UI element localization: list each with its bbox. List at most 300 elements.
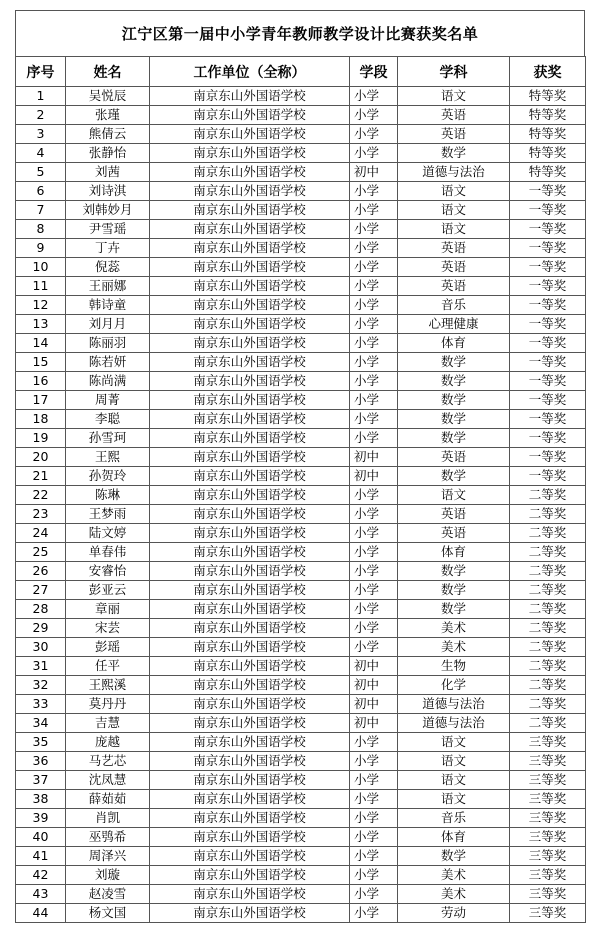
table-row (16, 106, 586, 125)
cell-work-unit: 南京东山外国语学校 (150, 467, 350, 486)
cell-school-stage: 小学 (350, 505, 398, 524)
cell-name: 巫鸮希 (66, 828, 150, 847)
cell-work-unit: 南京东山外国语学校 (150, 353, 350, 372)
table-row (16, 429, 586, 448)
table-row (16, 866, 586, 885)
cell-work-unit: 南京东山外国语学校 (150, 904, 350, 923)
cell-school-stage: 初中 (350, 695, 398, 714)
cell-work-unit: 南京东山外国语学校 (150, 258, 350, 277)
cell-serial-number: 8 (16, 220, 66, 239)
cell-award: 三等奖 (510, 809, 586, 828)
cell-name: 王熙 (66, 448, 150, 467)
cell-subject: 道德与法治 (398, 163, 510, 182)
cell-school-stage: 小学 (350, 296, 398, 315)
table-row (16, 505, 586, 524)
table-header (16, 57, 586, 87)
table-row (16, 182, 586, 201)
cell-name: 丁卉 (66, 239, 150, 258)
cell-award: 二等奖 (510, 543, 586, 562)
cell-school-stage: 初中 (350, 714, 398, 733)
cell-school-stage: 小学 (350, 106, 398, 125)
cell-work-unit: 南京东山外国语学校 (150, 543, 350, 562)
cell-award: 一等奖 (510, 239, 586, 258)
cell-name: 彭亚云 (66, 581, 150, 600)
cell-name: 陆文婷 (66, 524, 150, 543)
cell-subject: 语文 (398, 201, 510, 220)
cell-name: 庞越 (66, 733, 150, 752)
cell-work-unit: 南京东山外国语学校 (150, 885, 350, 904)
cell-name: 倪蕊 (66, 258, 150, 277)
cell-serial-number: 18 (16, 410, 66, 429)
table-row (16, 619, 586, 638)
cell-name: 刘诗淇 (66, 182, 150, 201)
table-row (16, 581, 586, 600)
table-row (16, 543, 586, 562)
cell-subject: 劳动 (398, 904, 510, 923)
cell-school-stage: 小学 (350, 334, 398, 353)
cell-school-stage: 小学 (350, 543, 398, 562)
cell-award: 三等奖 (510, 904, 586, 923)
table-row (16, 410, 586, 429)
cell-work-unit: 南京东山外国语学校 (150, 486, 350, 505)
header-serial-number: 序号 (16, 57, 66, 87)
cell-subject: 语文 (398, 486, 510, 505)
cell-name: 莫丹丹 (66, 695, 150, 714)
cell-subject: 美术 (398, 638, 510, 657)
cell-work-unit: 南京东山外国语学校 (150, 733, 350, 752)
cell-school-stage: 小学 (350, 581, 398, 600)
cell-award: 二等奖 (510, 562, 586, 581)
cell-serial-number: 1 (16, 87, 66, 106)
table-row (16, 353, 586, 372)
table-body (16, 87, 586, 923)
cell-work-unit: 南京东山外国语学校 (150, 866, 350, 885)
cell-school-stage: 小学 (350, 866, 398, 885)
cell-serial-number: 29 (16, 619, 66, 638)
cell-subject: 语文 (398, 771, 510, 790)
cell-name: 马艺芯 (66, 752, 150, 771)
cell-school-stage: 小学 (350, 315, 398, 334)
table-row (16, 524, 586, 543)
cell-school-stage: 小学 (350, 125, 398, 144)
cell-serial-number: 32 (16, 676, 66, 695)
cell-name: 刘月月 (66, 315, 150, 334)
cell-award: 一等奖 (510, 220, 586, 239)
cell-award: 一等奖 (510, 372, 586, 391)
cell-school-stage: 小学 (350, 372, 398, 391)
cell-serial-number: 19 (16, 429, 66, 448)
cell-serial-number: 39 (16, 809, 66, 828)
cell-award: 三等奖 (510, 866, 586, 885)
cell-school-stage: 小学 (350, 182, 398, 201)
cell-serial-number: 23 (16, 505, 66, 524)
cell-serial-number: 25 (16, 543, 66, 562)
cell-name: 彭瑶 (66, 638, 150, 657)
table-row (16, 638, 586, 657)
table-row (16, 315, 586, 334)
cell-serial-number: 34 (16, 714, 66, 733)
cell-name: 刘璇 (66, 866, 150, 885)
cell-name: 杨文国 (66, 904, 150, 923)
cell-award: 二等奖 (510, 486, 586, 505)
cell-subject: 生物 (398, 657, 510, 676)
cell-name: 陈琳 (66, 486, 150, 505)
cell-name: 尹雪瑶 (66, 220, 150, 239)
cell-name: 吴悦辰 (66, 87, 150, 106)
cell-school-stage: 小学 (350, 562, 398, 581)
cell-subject: 体育 (398, 828, 510, 847)
cell-name: 李聪 (66, 410, 150, 429)
cell-name: 薛茹茹 (66, 790, 150, 809)
cell-work-unit: 南京东山外国语学校 (150, 163, 350, 182)
cell-award: 特等奖 (510, 144, 586, 163)
cell-school-stage: 小学 (350, 733, 398, 752)
cell-subject: 心理健康 (398, 315, 510, 334)
cell-subject: 数学 (398, 581, 510, 600)
cell-school-stage: 小学 (350, 600, 398, 619)
cell-school-stage: 小学 (350, 220, 398, 239)
cell-award: 一等奖 (510, 410, 586, 429)
table-row (16, 904, 586, 923)
table-row (16, 144, 586, 163)
cell-serial-number: 30 (16, 638, 66, 657)
cell-school-stage: 小学 (350, 619, 398, 638)
cell-serial-number: 5 (16, 163, 66, 182)
cell-subject: 音乐 (398, 809, 510, 828)
cell-serial-number: 35 (16, 733, 66, 752)
header-row (16, 57, 586, 87)
header-school-stage: 学段 (350, 57, 398, 87)
cell-award: 二等奖 (510, 581, 586, 600)
cell-school-stage: 小学 (350, 144, 398, 163)
cell-award: 三等奖 (510, 752, 586, 771)
cell-serial-number: 4 (16, 144, 66, 163)
table-row (16, 657, 586, 676)
cell-subject: 数学 (398, 410, 510, 429)
cell-subject: 数学 (398, 847, 510, 866)
cell-school-stage: 小学 (350, 258, 398, 277)
cell-name: 单春伟 (66, 543, 150, 562)
cell-work-unit: 南京东山外国语学校 (150, 144, 350, 163)
cell-serial-number: 10 (16, 258, 66, 277)
table-row (16, 87, 586, 106)
cell-work-unit: 南京东山外国语学校 (150, 372, 350, 391)
table-row (16, 676, 586, 695)
cell-subject: 语文 (398, 182, 510, 201)
cell-serial-number: 16 (16, 372, 66, 391)
table-row (16, 296, 586, 315)
cell-subject: 语文 (398, 87, 510, 106)
cell-name: 韩诗童 (66, 296, 150, 315)
cell-award: 二等奖 (510, 695, 586, 714)
cell-work-unit: 南京东山外国语学校 (150, 315, 350, 334)
cell-work-unit: 南京东山外国语学校 (150, 752, 350, 771)
cell-subject: 英语 (398, 239, 510, 258)
cell-school-stage: 小学 (350, 771, 398, 790)
cell-school-stage: 小学 (350, 87, 398, 106)
cell-name: 章丽 (66, 600, 150, 619)
cell-work-unit: 南京东山外国语学校 (150, 581, 350, 600)
cell-school-stage: 初中 (350, 448, 398, 467)
cell-serial-number: 7 (16, 201, 66, 220)
cell-subject: 英语 (398, 258, 510, 277)
table-row (16, 277, 586, 296)
cell-award: 一等奖 (510, 334, 586, 353)
cell-serial-number: 11 (16, 277, 66, 296)
cell-serial-number: 43 (16, 885, 66, 904)
cell-work-unit: 南京东山外国语学校 (150, 657, 350, 676)
cell-school-stage: 小学 (350, 752, 398, 771)
table-row (16, 714, 586, 733)
cell-serial-number: 2 (16, 106, 66, 125)
table-row (16, 752, 586, 771)
table-row (16, 467, 586, 486)
cell-serial-number: 41 (16, 847, 66, 866)
cell-serial-number: 9 (16, 239, 66, 258)
document-title: 江宁区第一届中小学青年教师教学设计比赛获奖名单 (15, 10, 585, 56)
cell-name: 任平 (66, 657, 150, 676)
table-row (16, 201, 586, 220)
cell-subject: 美术 (398, 619, 510, 638)
cell-work-unit: 南京东山外国语学校 (150, 239, 350, 258)
cell-subject: 语文 (398, 733, 510, 752)
cell-subject: 数学 (398, 562, 510, 581)
cell-subject: 语文 (398, 220, 510, 239)
cell-serial-number: 20 (16, 448, 66, 467)
cell-award: 二等奖 (510, 600, 586, 619)
cell-school-stage: 小学 (350, 486, 398, 505)
cell-serial-number: 36 (16, 752, 66, 771)
cell-work-unit: 南京东山外国语学校 (150, 182, 350, 201)
cell-subject: 英语 (398, 125, 510, 144)
cell-subject: 数学 (398, 467, 510, 486)
cell-award: 一等奖 (510, 258, 586, 277)
cell-school-stage: 小学 (350, 410, 398, 429)
cell-name: 王丽娜 (66, 277, 150, 296)
table-row (16, 125, 586, 144)
cell-serial-number: 3 (16, 125, 66, 144)
cell-award: 二等奖 (510, 676, 586, 695)
cell-work-unit: 南京东山外国语学校 (150, 448, 350, 467)
cell-award: 二等奖 (510, 619, 586, 638)
cell-award: 二等奖 (510, 638, 586, 657)
cell-work-unit: 南京东山外国语学校 (150, 524, 350, 543)
table-row (16, 885, 586, 904)
cell-work-unit: 南京东山外国语学校 (150, 638, 350, 657)
cell-name: 孙贺玲 (66, 467, 150, 486)
table-row (16, 486, 586, 505)
cell-award: 一等奖 (510, 201, 586, 220)
cell-work-unit: 南京东山外国语学校 (150, 695, 350, 714)
cell-award: 一等奖 (510, 429, 586, 448)
cell-school-stage: 小学 (350, 353, 398, 372)
cell-subject: 道德与法治 (398, 695, 510, 714)
table-row (16, 391, 586, 410)
table-row (16, 448, 586, 467)
cell-school-stage: 小学 (350, 828, 398, 847)
cell-subject: 音乐 (398, 296, 510, 315)
cell-name: 刘茜 (66, 163, 150, 182)
cell-school-stage: 小学 (350, 847, 398, 866)
cell-work-unit: 南京东山外国语学校 (150, 220, 350, 239)
cell-school-stage: 小学 (350, 790, 398, 809)
cell-subject: 数学 (398, 144, 510, 163)
cell-name: 陈若妍 (66, 353, 150, 372)
cell-award: 特等奖 (510, 125, 586, 144)
cell-school-stage: 小学 (350, 885, 398, 904)
cell-school-stage: 小学 (350, 904, 398, 923)
cell-school-stage: 小学 (350, 201, 398, 220)
cell-name: 沈凤慧 (66, 771, 150, 790)
cell-serial-number: 27 (16, 581, 66, 600)
cell-work-unit: 南京东山外国语学校 (150, 201, 350, 220)
table-row (16, 220, 586, 239)
cell-name: 王梦雨 (66, 505, 150, 524)
cell-work-unit: 南京东山外国语学校 (150, 619, 350, 638)
table-row (16, 790, 586, 809)
cell-school-stage: 初中 (350, 676, 398, 695)
table-row (16, 771, 586, 790)
cell-serial-number: 31 (16, 657, 66, 676)
cell-work-unit: 南京东山外国语学校 (150, 106, 350, 125)
cell-serial-number: 12 (16, 296, 66, 315)
cell-serial-number: 28 (16, 600, 66, 619)
cell-award: 三等奖 (510, 733, 586, 752)
cell-subject: 化学 (398, 676, 510, 695)
cell-serial-number: 44 (16, 904, 66, 923)
cell-subject: 数学 (398, 353, 510, 372)
cell-work-unit: 南京东山外国语学校 (150, 296, 350, 315)
cell-work-unit: 南京东山外国语学校 (150, 277, 350, 296)
cell-subject: 英语 (398, 277, 510, 296)
table-row (16, 695, 586, 714)
cell-school-stage: 小学 (350, 391, 398, 410)
cell-subject: 英语 (398, 448, 510, 467)
table-row (16, 809, 586, 828)
cell-work-unit: 南京东山外国语学校 (150, 505, 350, 524)
cell-work-unit: 南京东山外国语学校 (150, 676, 350, 695)
cell-school-stage: 初中 (350, 657, 398, 676)
cell-work-unit: 南京东山外国语学校 (150, 125, 350, 144)
cell-work-unit: 南京东山外国语学校 (150, 410, 350, 429)
cell-award: 特等奖 (510, 163, 586, 182)
cell-subject: 英语 (398, 505, 510, 524)
cell-serial-number: 26 (16, 562, 66, 581)
cell-work-unit: 南京东山外国语学校 (150, 714, 350, 733)
cell-work-unit: 南京东山外国语学校 (150, 391, 350, 410)
cell-school-stage: 初中 (350, 163, 398, 182)
cell-serial-number: 14 (16, 334, 66, 353)
award-list-sheet (15, 10, 585, 923)
cell-award: 一等奖 (510, 353, 586, 372)
cell-subject: 体育 (398, 334, 510, 353)
cell-school-stage: 小学 (350, 638, 398, 657)
cell-subject: 英语 (398, 106, 510, 125)
cell-serial-number: 15 (16, 353, 66, 372)
cell-subject: 美术 (398, 885, 510, 904)
cell-subject: 道德与法治 (398, 714, 510, 733)
cell-school-stage: 小学 (350, 429, 398, 448)
table-row (16, 828, 586, 847)
cell-school-stage: 初中 (350, 467, 398, 486)
cell-work-unit: 南京东山外国语学校 (150, 87, 350, 106)
cell-award: 三等奖 (510, 847, 586, 866)
cell-award: 一等奖 (510, 296, 586, 315)
cell-serial-number: 38 (16, 790, 66, 809)
header-subject: 学科 (398, 57, 510, 87)
table-row (16, 733, 586, 752)
cell-award: 三等奖 (510, 885, 586, 904)
table-row (16, 258, 586, 277)
cell-name: 王熙溪 (66, 676, 150, 695)
cell-award: 二等奖 (510, 524, 586, 543)
cell-award: 特等奖 (510, 106, 586, 125)
cell-award: 二等奖 (510, 714, 586, 733)
table-row (16, 163, 586, 182)
cell-subject: 数学 (398, 429, 510, 448)
cell-award: 二等奖 (510, 505, 586, 524)
cell-work-unit: 南京东山外国语学校 (150, 600, 350, 619)
cell-serial-number: 42 (16, 866, 66, 885)
cell-award: 一等奖 (510, 182, 586, 201)
cell-serial-number: 24 (16, 524, 66, 543)
cell-work-unit: 南京东山外国语学校 (150, 562, 350, 581)
cell-name: 安睿怡 (66, 562, 150, 581)
cell-name: 宋芸 (66, 619, 150, 638)
cell-serial-number: 22 (16, 486, 66, 505)
cell-award: 一等奖 (510, 277, 586, 296)
cell-award: 三等奖 (510, 790, 586, 809)
cell-name: 张静怡 (66, 144, 150, 163)
cell-subject: 体育 (398, 543, 510, 562)
cell-serial-number: 40 (16, 828, 66, 847)
cell-name: 刘韩妙月 (66, 201, 150, 220)
cell-subject: 数学 (398, 600, 510, 619)
cell-subject: 英语 (398, 524, 510, 543)
header-work-unit: 工作单位（全称） (150, 57, 350, 87)
cell-award: 一等奖 (510, 467, 586, 486)
cell-school-stage: 小学 (350, 809, 398, 828)
cell-work-unit: 南京东山外国语学校 (150, 809, 350, 828)
header-name: 姓名 (66, 57, 150, 87)
cell-name: 周菁 (66, 391, 150, 410)
cell-award: 三等奖 (510, 828, 586, 847)
cell-work-unit: 南京东山外国语学校 (150, 847, 350, 866)
cell-name: 熊倩云 (66, 125, 150, 144)
table-row (16, 600, 586, 619)
table-row (16, 239, 586, 258)
cell-name: 周泽兴 (66, 847, 150, 866)
cell-work-unit: 南京东山外国语学校 (150, 429, 350, 448)
cell-school-stage: 小学 (350, 277, 398, 296)
cell-serial-number: 21 (16, 467, 66, 486)
table-row (16, 372, 586, 391)
table-row (16, 562, 586, 581)
cell-subject: 美术 (398, 866, 510, 885)
cell-name: 赵凌雪 (66, 885, 150, 904)
table-row (16, 334, 586, 353)
cell-name: 陈丽羽 (66, 334, 150, 353)
cell-award: 一等奖 (510, 391, 586, 410)
cell-subject: 数学 (398, 391, 510, 410)
cell-school-stage: 小学 (350, 239, 398, 258)
cell-award: 二等奖 (510, 657, 586, 676)
cell-serial-number: 17 (16, 391, 66, 410)
cell-work-unit: 南京东山外国语学校 (150, 790, 350, 809)
cell-award: 特等奖 (510, 87, 586, 106)
cell-serial-number: 33 (16, 695, 66, 714)
cell-subject: 语文 (398, 790, 510, 809)
